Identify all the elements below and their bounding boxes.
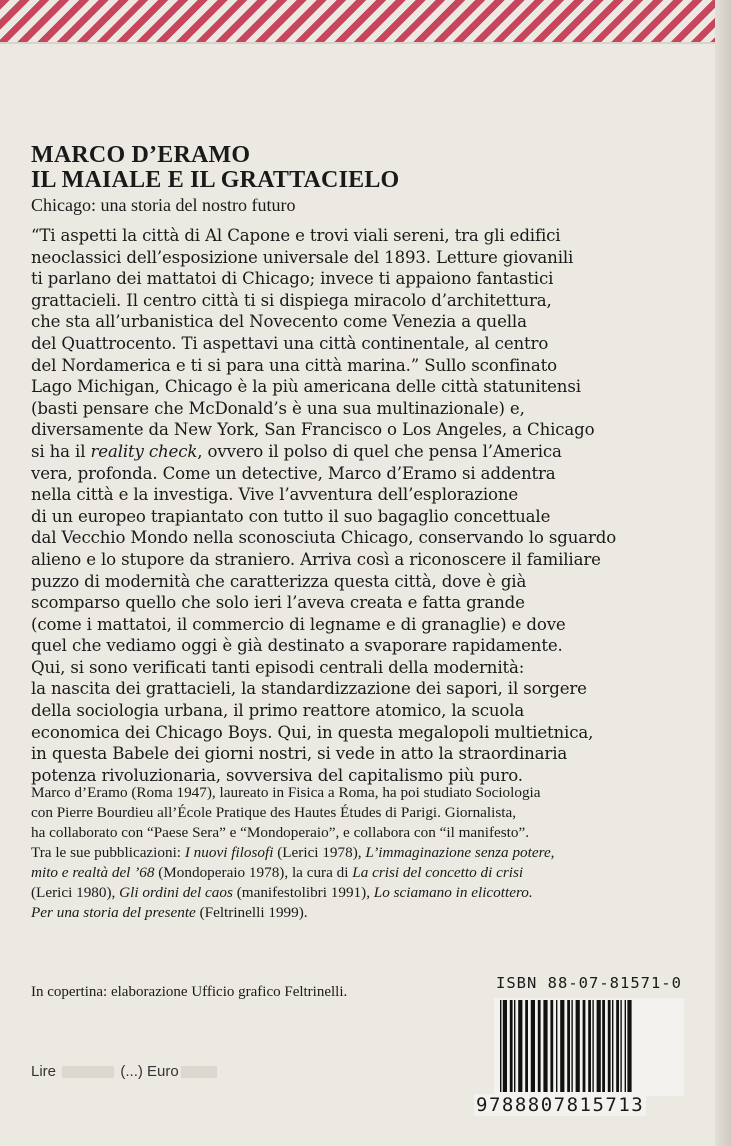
blurb-line: della sociologia urbana, il primo reattore atomico, la scuola	[31, 701, 525, 721]
barcode-bar	[538, 1000, 541, 1092]
blurb-line: economica dei Chicago Boys. Qui, in questa megalopoli multietnica,	[31, 722, 594, 742]
blurb-line: in questa Babele dei giorni nostri, si vede in atto la straordinaria	[31, 744, 568, 764]
barcode-bar	[620, 1000, 621, 1092]
stripe-edge	[0, 42, 731, 44]
book-subtitle: Chicago: una storia del nostro futuro	[31, 195, 296, 215]
barcode-bar	[500, 1000, 501, 1092]
barcode-bar	[588, 1000, 591, 1092]
blurb-line: grattacieli. Il centro città ti si dispiega miracolo d’architettura,	[31, 290, 552, 310]
bio-line: con Pierre Bourdieu all’École Pratique des Hautes Études di Parigi. Giornalista,	[31, 804, 517, 821]
barcode-bar	[612, 1000, 613, 1092]
lire-label: Lire	[31, 1063, 57, 1080]
barcode-bar	[518, 1000, 522, 1092]
price-sticker-residue	[181, 1066, 217, 1078]
blurb-line: la nascita dei grattacieli, la standardizzazione dei sapori, il sorgere	[31, 679, 587, 699]
barcode-bar	[510, 1000, 513, 1092]
barcode-bar	[583, 1000, 586, 1092]
barcode-bar	[567, 1000, 570, 1092]
price-sticker-residue	[62, 1066, 114, 1078]
bio-line: ha collaborato con “Paese Sera” e “Mondoperaio”, e collabora con “il manifesto”.	[31, 824, 530, 841]
barcode-bar	[627, 1000, 631, 1092]
barcode-bar	[543, 1000, 547, 1092]
blurb-line: si ha il reality check, ovvero il polso di quel che pensa l’America	[31, 441, 562, 461]
blurb-line: vera, profonda. Come un detective, Marco d’Eramo si addentra	[31, 463, 556, 483]
blurb-line: (basti pensare che McDonald’s è una sua multinazionale) e,	[31, 398, 525, 418]
blurb-line: del Quattrocento. Ti aspettavi una città continentale, al centro	[31, 333, 549, 353]
barcode-bar	[550, 1000, 553, 1092]
barcode-bar	[576, 1000, 580, 1092]
barcode	[494, 998, 684, 1096]
cover-credit: In copertina: elaborazione Ufficio grafico Feltrinelli.	[31, 984, 348, 1000]
barcode-bar	[616, 1000, 619, 1092]
isbn-label: ISBN 88-07-81571-0	[496, 974, 682, 992]
barcode-bar	[592, 1000, 593, 1092]
barcode-bar	[525, 1000, 528, 1092]
bio-line: Marco d’Eramo (Roma 1947), laureato in Fisica a Roma, ha poi studiato Sociologia	[31, 784, 541, 801]
blurb-line: Qui, si sono verificati tanti episodi centrali della modernità:	[31, 657, 525, 677]
barcode-bar	[608, 1000, 611, 1092]
blurb-line: neoclassici dell’esposizione universale del 1893. Letture giovanili	[31, 247, 574, 267]
blurb-line: quel che vediamo oggi è già destinato a svaporare rapidamente.	[31, 636, 563, 656]
price-line	[31, 1063, 217, 1080]
blurb-line: diversamente da New York, San Francisco o Los Angeles, a Chicago	[31, 420, 595, 440]
top-stripe-band	[0, 0, 731, 42]
blurb-text	[31, 225, 691, 786]
bio-line: mito e realtà del ’68 (Mondoperaio 1978), la cura di La crisi del concetto di crisi	[31, 864, 524, 881]
ean-number: 9788807815713	[476, 1094, 645, 1116]
barcode-bar	[560, 1000, 564, 1092]
barcode-bar	[602, 1000, 605, 1092]
barcode-bar	[531, 1000, 535, 1092]
page-edge	[715, 0, 731, 1146]
euro-label: Euro	[147, 1063, 179, 1080]
bio-line: Tra le sue pubblicazioni: I nuovi filosofi (Lerici 1978), L’immaginazione senza potere,	[31, 844, 555, 861]
barcode-bar	[571, 1000, 572, 1092]
barcode-bar	[556, 1000, 557, 1092]
blurb-line: dal Vecchio Mondo nella sconosciuta Chicago, conservando lo sguardo	[31, 528, 617, 548]
barcode-bar	[503, 1000, 507, 1092]
blurb-line: Lago Michigan, Chicago è la più americana delle città statunitensi	[31, 377, 581, 397]
blurb-line: del Nordamerica e ti si para una città marina.” Sullo sconfinato	[31, 355, 557, 375]
blurb-line: alieno e lo stupore da straniero. Arriva così a riconoscere il familiare	[31, 549, 601, 569]
blurb-line: di un europeo trapiantato con tutto il suo bagaglio concettuale	[31, 506, 551, 526]
blurb-line: che sta all’urbanistica del Novecento come Venezia a quella	[31, 312, 527, 332]
author-name: MARCO D’ERAMO	[31, 142, 251, 168]
blurb-line: scomparso quello che solo ieri l’aveva creata e fatta grande	[31, 593, 525, 613]
barcode-bars	[494, 998, 684, 1096]
author-bio	[31, 783, 691, 923]
blurb-line: “Ti aspetti la città di Al Capone e trovi viali sereni, tra gli edifici	[31, 226, 561, 245]
blurb-line: puzzo di modernità che caratterizza questa città, dove è già	[31, 571, 527, 591]
barcode-bar	[514, 1000, 515, 1092]
price-ellipsis: (...)	[120, 1063, 143, 1080]
blurb-line: (come i mattatoi, il commercio di legname e di granaglie) e dove	[31, 614, 566, 634]
bio-line: (Lerici 1980), Gli ordini del caos (manifestolibri 1991), Lo sciamano in elicottero.	[31, 884, 533, 901]
barcode-bar	[625, 1000, 626, 1092]
blurb-line: nella città e la investiga. Vive l’avventura dell’esplorazione	[31, 485, 519, 505]
barcode-bar	[597, 1000, 601, 1092]
blurb-line: ti parlano dei mattatoi di Chicago; invece ti appaiono fantastici	[31, 269, 554, 289]
book-title: IL MAIALE E IL GRATTACIELO	[31, 167, 400, 193]
blurb-line: potenza rivoluzionaria, sovversiva del capitalismo più puro.	[31, 765, 523, 785]
bio-line: Per una storia del presente (Feltrinelli 1999).	[31, 904, 308, 921]
